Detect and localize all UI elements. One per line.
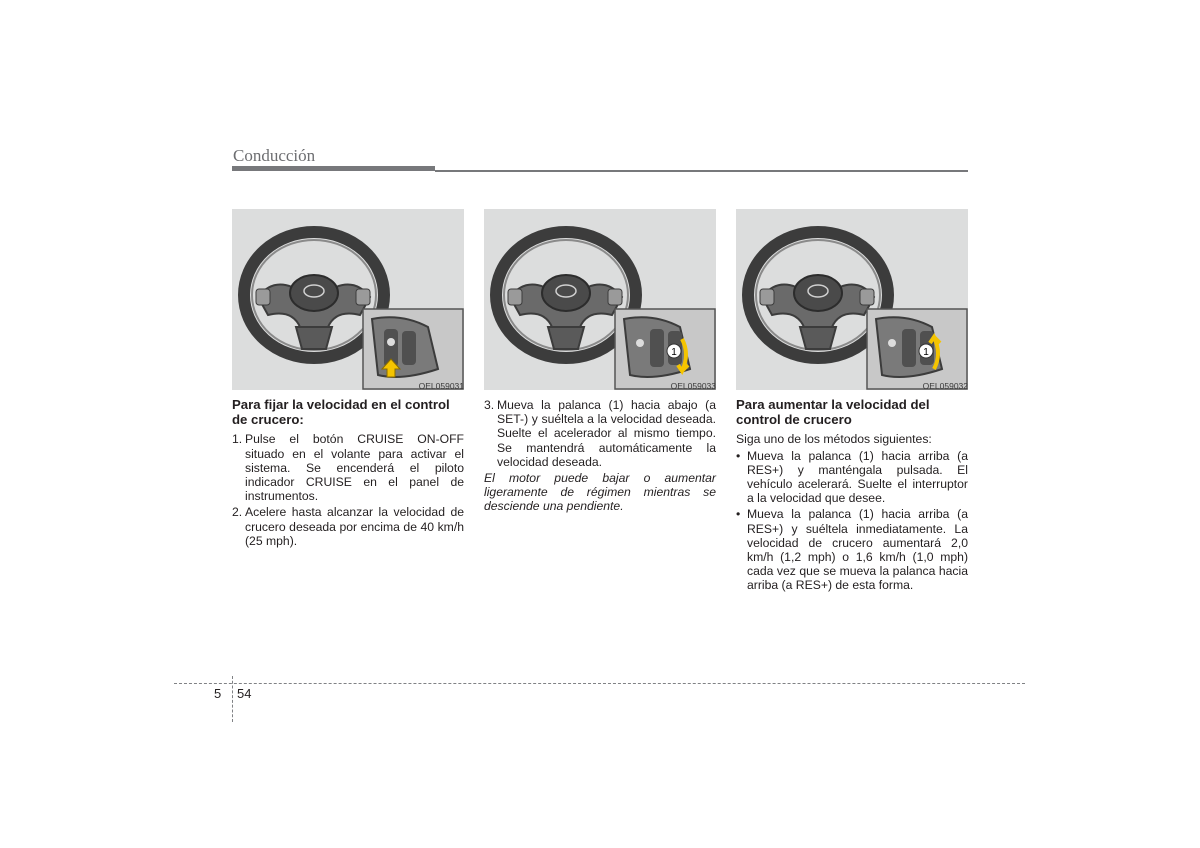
steering-wheel-figure-1: [232, 209, 464, 390]
header-rule-thick: [232, 166, 435, 171]
section-title: Conducción: [233, 146, 316, 165]
item-number: 3.: [484, 398, 495, 412]
item-text: Mueva la palanca (1) hacia abajo (a SET-) y suéltela a la velocidad deseada. Suelte el acelerador al mismo tiempo. Se mantendrá automáticamente la velocidad deseada.: [497, 398, 716, 469]
item-text: Mueva la palanca (1) hacia arriba (a RES+) y manténgala pulsada. El vehículo acelerará. Suelte el interruptor a la velocidad que desee.: [747, 448, 968, 506]
item-text: Pulse el botón CRUISE ON-OFF situado en el volante para activar el sistema. Se encenderá el piloto indicador CRUISE en el panel de instrumentos.: [245, 432, 464, 504]
list-item: [484, 398, 716, 469]
italic-note: El motor puede bajar o aumentar ligeramente de régimen mientras se desciende una pendiente.: [484, 471, 716, 514]
column-2: [484, 398, 716, 514]
list-item: [232, 505, 464, 548]
steering-wheel-illustration: [232, 209, 464, 390]
column-1: [232, 397, 464, 550]
figure-code-2: OEL059033: [670, 381, 716, 391]
column-3: [736, 397, 968, 595]
item-text: Acelere hasta alcanzar la velocidad de crucero deseada por encima de 40 km/h (25 mph).: [245, 505, 464, 548]
item-text: Mueva la palanca (1) hacia arriba (a RES+) y suéltela inmediatamente. La velocidad de crucero aumentará 2,0 km/h (1,2 mph) o 1,6 km/h (1,0 mph) cada vez que se mueva la palanca hacia arriba (a RES+) de esta forma.: [747, 507, 968, 593]
footer-vertical-divider: [232, 676, 233, 722]
column-3-heading: Para aumentar la velocidad del control de crucero: [736, 397, 930, 428]
bullet-marker: •: [736, 507, 741, 522]
steering-wheel-illustration: [736, 209, 968, 390]
callout-number: 1: [671, 347, 677, 358]
callout-number: 1: [923, 347, 929, 358]
figure-code-3: OEL059032: [922, 381, 968, 391]
chapter-number: 5: [214, 686, 222, 701]
header-rule-thin: [435, 170, 968, 172]
footer-divider: [174, 683, 1025, 684]
list-item: [736, 507, 968, 592]
list-item: [736, 449, 968, 506]
list-item: [232, 432, 464, 503]
column-1-heading: Para fijar la velocidad en el control de crucero:: [232, 397, 450, 428]
item-number: 1.: [232, 432, 243, 447]
figure-code-1: OEL059031: [418, 381, 464, 391]
steering-wheel-figure-3: [736, 209, 968, 390]
steering-wheel-illustration: [484, 209, 716, 390]
steering-wheel-figure-2: [484, 209, 716, 390]
item-number: 2.: [232, 505, 243, 520]
bullet-marker: •: [736, 448, 741, 463]
page-number: 54: [237, 686, 252, 701]
intro-text: Siga uno de los métodos siguientes:: [736, 432, 932, 447]
